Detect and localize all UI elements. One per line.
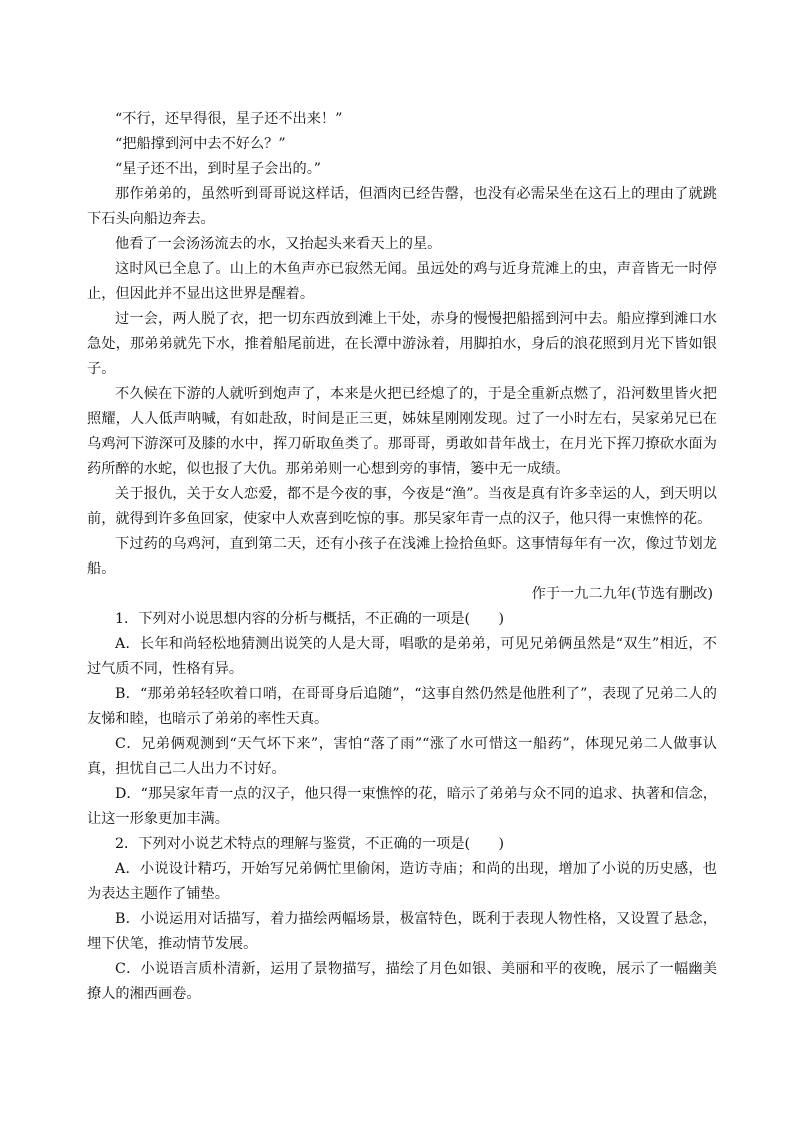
question-1-option-c: C．兄弟俩观测到“天气坏下来”，害怕“落了雨”“涨了水可惜这一船药”，体现兄弟二人做事认真，担忧自己二人出力不讨好。 — [87, 736, 717, 777]
passage-dialogue-1: “不行，还早得很，星子还不出来！” — [115, 111, 343, 127]
passage-paragraph-6: 关于报仇，关于女人恋爱，都不是今夜的事，今夜是“渔”。当夜是真有许多幸运的人，到天明以前，就得到许多鱼回家，使家中人欢喜到吃惊的事。那吴家年青一点的汉子，他只得一束憔悴的花。 — [87, 486, 717, 527]
passage-paragraph-4: 过一会，两人脱了衣，把一切东西放到滩上干处，赤身的慢慢把船摇到河中去。船应撑到滩口水急处，那弟弟就先下水，推着船尾前进，在长潭中游泳着，用脚拍水，身后的浪花照到月光下皆如银子。 — [87, 311, 717, 377]
question-1-option-a: A．长年和尚轻松地猜测出说笑的人是大哥，唱歌的是弟弟，可见兄弟俩虽然是“双生”相近，不过气质不同，性格有异。 — [87, 636, 717, 677]
document-page — [87, 107, 717, 1007]
passage-paragraph-5: 不久候在下游的人就听到炮声了，本来是火把已经熄了的，于是全重新点燃了，沿河数里皆火把照耀，人人低声呐喊，有如赴敌，时间是正三更，姊妹星刚刚发现。过了一小时左右，吴家弟兄已在乌鸡河下游深可及膝的水中，挥刀斫取鱼类了。那哥哥，勇敢如昔年战士，在月光下挥刀撩砍水面为药所醉的水蛇，似也报了大仇。那弟弟则一心想到旁的事情，篓中无一成绩。 — [87, 386, 717, 477]
passage-paragraph-1: 那作弟弟的，虽然听到哥哥说这样话，但酒肉已经告罄，也没有必需呆坐在这石上的理由了就跳下石头向船边奔去。 — [87, 186, 717, 227]
question-2-option-c: C．小说语言质朴清新，运用了景物描写，描绘了月色如银、美丽和平的夜晚，展示了一幅幽美撩人的湘西画卷。 — [87, 961, 717, 1002]
passage-dialogue-2: “把船撑到河中去不好么？” — [115, 136, 286, 152]
question-2-option-a: A．小说设计精巧，开始写兄弟俩忙里偷闲，造访寺庙；和尚的出现，增加了小说的历史感，也为表达主题作了铺垫。 — [87, 861, 717, 902]
question-2-stem: 2．下列对小说艺术特点的理解与鉴赏，不正确的一项是( ) — [115, 836, 504, 852]
passage-paragraph-7: 下过药的乌鸡河，直到第二天，还有小孩子在浅滩上捡拾鱼虾。这事情每年有一次，像过节划龙船。 — [87, 536, 717, 577]
passage-paragraph-3: 这时风已全息了。山上的木鱼声亦已寂然无闻。虽远处的鸡与近身荒滩上的虫，声音皆无一时停止，但因此并不显出这世界是醒着。 — [87, 261, 717, 302]
question-1-option-d: D．“那吴家年青一点的汉子，他只得一束憔悴的花，暗示了弟弟与众不同的追求、执著和信念，让这一形象更加丰满。 — [87, 786, 717, 827]
question-1-option-b: B．“那弟弟轻轻吹着口哨，在哥哥身后追随”，“这事自然仍然是他胜利了”，表现了兄弟二人的友悌和睦，也暗示了弟弟的率性天真。 — [87, 686, 717, 727]
question-1-stem: 1．下列对小说思想内容的分析与概括，不正确的一项是( ) — [115, 611, 504, 627]
passage-paragraph-2: 他看了一会汤汤流去的水，又抬起头来看天上的星。 — [115, 236, 442, 252]
question-2-option-b: B．小说运用对话描写，着力描绘两幅场景，极富特色，既利于表现人物性格，又设置了悬念，埋下伏笔，推动情节发展。 — [87, 911, 717, 952]
source-note: 作于一九二九年(节选有删改) — [531, 586, 713, 602]
passage-dialogue-3: “星子还不出，到时星子会出的。” — [115, 161, 322, 177]
